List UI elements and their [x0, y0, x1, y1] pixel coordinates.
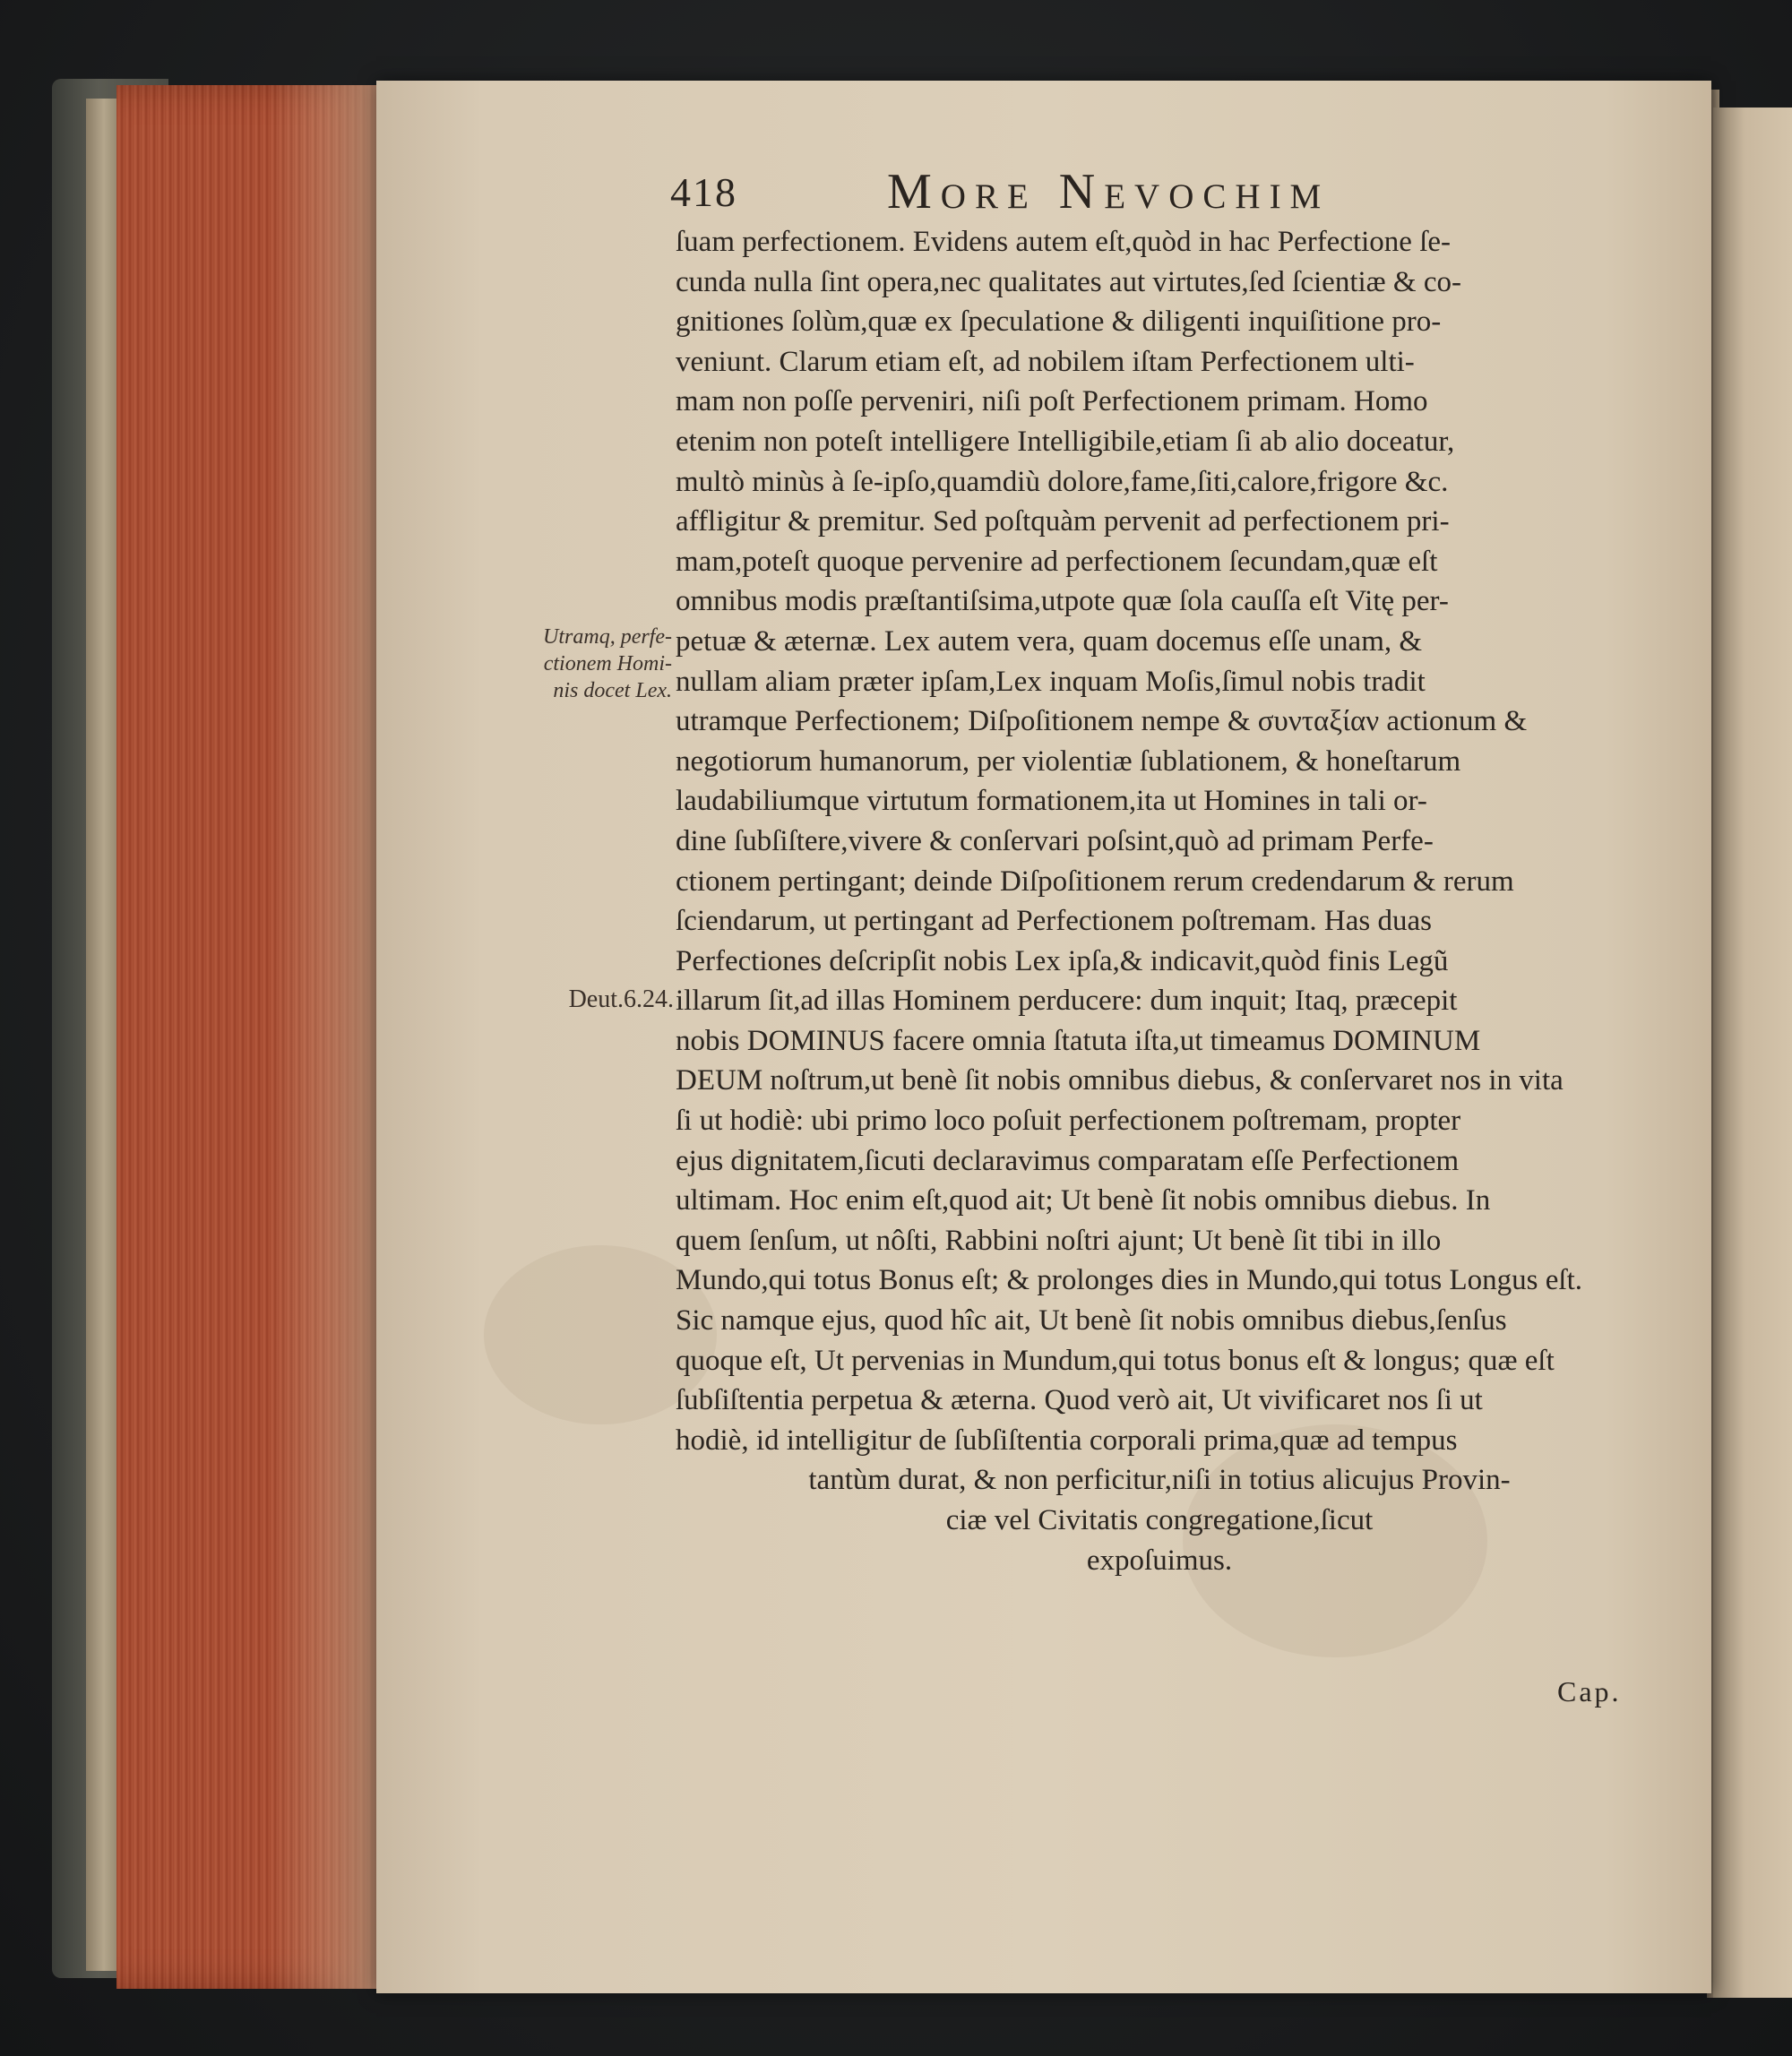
- text-line: multò minùs à ſe-ipſo,quamdiù dolore,fame,ſiti,calore,frigore &c.: [676, 465, 1449, 498]
- page-number: 418: [670, 169, 737, 215]
- text-line: Perfectiones deſcripſit nobis Lex ipſa,& indicavit,quòd finis Legũ: [676, 944, 1449, 977]
- text-line: Sic namque ejus, quod hîc ait, Ut benè ſit nobis omnibus diebus,ſenſus: [676, 1304, 1507, 1338]
- marginal-reference: Deut.6.24.: [568, 985, 674, 1013]
- closing-line: tantùm durat, & non perficitur,niſi in totius alicujus Provin-: [808, 1464, 1511, 1497]
- text-line: affligitur & premitur. Sed poſtquàm pervenit ad perfectionem pri-: [676, 505, 1450, 538]
- text-line: utramque Perfectionem; Diſpoſitionem nempe & συνταξίαν actionum &: [676, 705, 1528, 738]
- closing-line: expoſuimus.: [1086, 1544, 1233, 1577]
- text-line: mam non poſſe perveniri, niſi poſt Perfectionem primam. Homo: [676, 385, 1428, 418]
- text-line: dine ſubſiſtere,vivere & conſervari poſsint,quò ad primam Perfe-: [676, 824, 1434, 857]
- main-text: [676, 222, 1643, 1580]
- text-line: ejus dignitatem,ſicuti declaravimus comparatam eſſe Perfectionem: [676, 1144, 1460, 1177]
- running-title: More Nevochim: [887, 164, 1331, 219]
- text-line: negotiorum humanorum, per violentiæ ſublationem, & honeſtarum: [676, 744, 1461, 778]
- text-line: etenim non poteſt intelligere Intelligibile,etiam ſi ab alio doceatur,: [676, 425, 1455, 458]
- text-line: ſi ut hodiè: ubi primo loco poſuit perfectionem poſtremam, propter: [676, 1105, 1461, 1138]
- text-line: nullam aliam præter ipſam,Lex inquam Moſis,ſimul nobis tradit: [676, 665, 1426, 698]
- text-line: hodiè, id intelligitur de ſubſiſtentia corporali prima,quæ ad tempus: [676, 1424, 1458, 1457]
- text-line: omnibus modis præſtantiſsima,utpote quæ ſola cauſſa eſt Vitę per-: [676, 585, 1449, 618]
- text-line: ctionem pertingant; deinde Diſpoſitionem rerum credendarum & rerum: [676, 865, 1514, 898]
- text-line: ſubſiſtentia perpetua & æterna. Quod verò ait, Ut vivificaret nos ſi ut: [676, 1384, 1483, 1417]
- text-line: cunda nulla ſint opera,nec qualitates aut virtutes,ſed ſcientiæ & co-: [676, 265, 1461, 298]
- text-line: ultimam. Hoc enim eſt,quod ait; Ut benè ſit nobis omnibus diebus. In: [676, 1184, 1491, 1217]
- text-line: Mundo,qui totus Bonus eſt; & prolonges dies in Mundo,qui totus Longus eſt.: [676, 1264, 1583, 1297]
- text-line: gnitiones ſolùm,quæ ex ſpeculatione & diligenti inquiſitione pro-: [676, 305, 1442, 339]
- text-line: laudabiliumque virtutum formationem,ita ut Homines in tali or-: [676, 785, 1427, 818]
- text-line: nobis DOMINUS facere omnia ſtatuta iſta,ut timeamus DOMINUM: [676, 1024, 1481, 1057]
- text-line: quem ſenſum, ut nôſti, Rabbini noſtri ajunt; Ut benè ſit tibi in illo: [676, 1224, 1442, 1257]
- text-line: veniunt. Clarum etiam eſt, ad nobilem iſtam Perfectionem ulti-: [676, 345, 1415, 378]
- text-line: ſuam perfectionem. Evidens autem eſt,quòd in hac Perfectione ſe-: [676, 226, 1452, 258]
- catchword: Cap.: [1557, 1675, 1622, 1708]
- facing-page-sliver: [1713, 108, 1792, 1998]
- text-line: ſciendarum, ut pertingant ad Perfectionem poſtremam. Has duas: [676, 905, 1432, 938]
- marginal-note-line: nis docet Lex.: [553, 679, 672, 702]
- page-header: [670, 163, 1441, 226]
- text-line: mam,poteſt quoque pervenire ad perfectionem ſecundam,quæ eſt: [676, 545, 1438, 578]
- text-line: DEUM noſtrum,ut benè ſit nobis omnibus diebus, & conſervaret nos in vita: [676, 1064, 1564, 1097]
- marginal-note-line: Utramq, perfe-: [543, 625, 672, 649]
- closing-line: ciæ vel Civitatis congregatione,ſicut: [945, 1504, 1374, 1536]
- text-line: illarum ſit,ad illas Hominem perducere: dum inquit; Itaq, præcepit: [676, 985, 1458, 1018]
- page-edges-highlight: [269, 85, 376, 1989]
- text-line: petuæ & æternæ. Lex autem vera, quam docemus eſſe unam, &: [676, 624, 1423, 658]
- text-line: quoque eſt, Ut pervenias in Mundum,qui totus bonus eſt & longus; quæ eſt: [676, 1344, 1555, 1377]
- marginal-note-line: ctionem Homi-: [543, 652, 672, 675]
- marginal-note: [484, 624, 672, 704]
